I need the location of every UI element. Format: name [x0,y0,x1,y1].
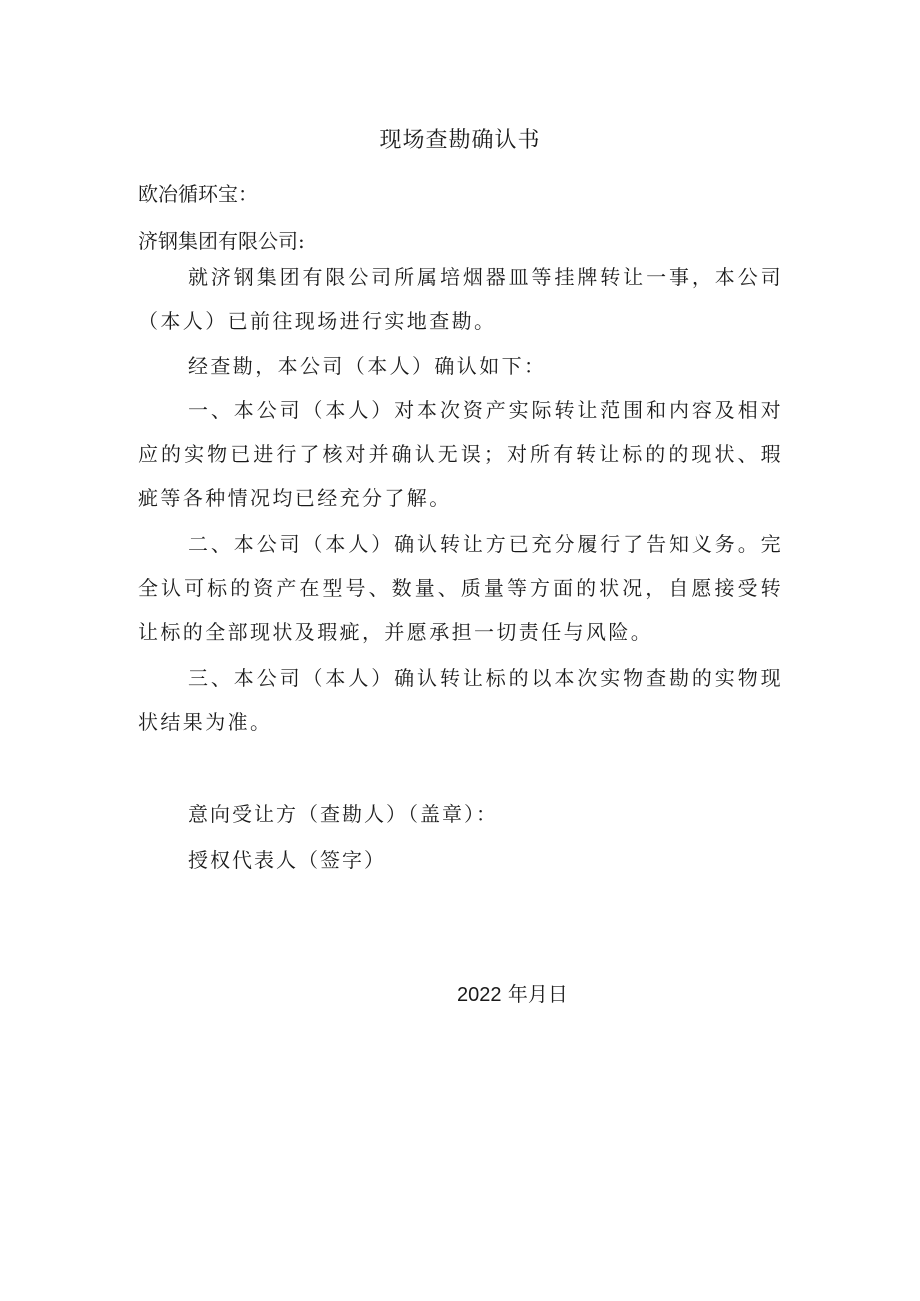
signature-representative-label: 授权代表人（签字） [188,848,386,872]
paragraph-item-3: 三、本公司（本人）确认转让标的以本次实物查勘的实物现状结果为准。 [138,666,783,734]
addressee-2: 济钢集团有限公司: [138,229,305,253]
paragraph-intro: 就济钢集团有限公司所属培烟器皿等挂牌转让一事，本公司（本人）已前往现场进行实地查勘。 [138,265,783,333]
document-title: 现场查勘确认书 [379,128,541,153]
date-year: 2022 [457,984,502,1006]
addressee-1: 欧冶循环宝： [138,182,258,206]
paragraph-confirm-lead: 经查勘，本公司（本人）确认如下： [188,354,547,378]
document-date [457,978,568,1007]
paragraph-item-1: 一、本公司（本人）对本次资产实际转让范围和内容及相对应的实物已进行了核对并确认无误；对所有转让标的的现状、瑕疵等各种情况均已经充分了解。 [138,398,783,510]
paragraph-item-2: 二、本公司（本人）确认转让方已充分履行了告知义务。完全认可标的资产在型号、数量、质量等方面的状况，自愿接受转让标的全部现状及瑕疵，并愿承担一切责任与风险。 [138,532,783,644]
signature-party-label: 意向受让方（查勘人）（盖章）： [188,802,498,826]
date-suffix: 年月日 [507,982,568,1006]
